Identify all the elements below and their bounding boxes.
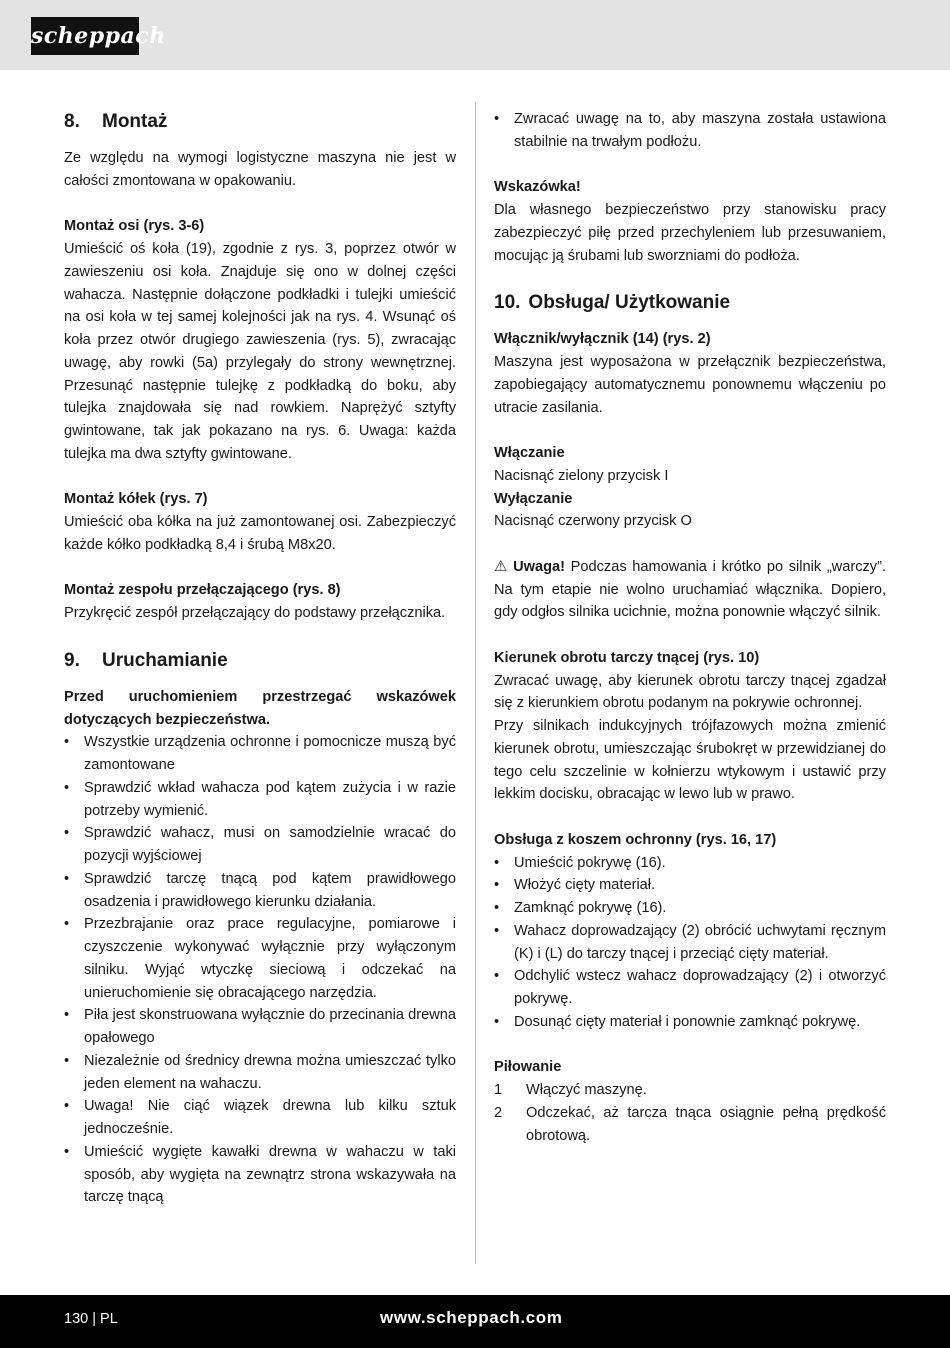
rotation-direction-text-2: Przy silnikach indukcyjnych trójfazowych można zmienić kierunek obrotu, umieszczając śrubokręt w przewidzianej do tego celu szczelinie w kołnierzu wtykowym i ustawić przy lekkim docisku, obracając w lewo lub w prawo. [494,718,886,803]
list-item: 2 Odczekać, aż tarcza tnąca osiągnie pełną prędkość obrotową. [494,1104,886,1144]
right-column [494,108,886,1147]
list-item: • Zwracać uwagę na to, aby maszyna została ustawiona stabilnie na trwałym podłożu. [494,108,886,154]
list-item: • Przezbrajanie oraz prace regulacyjne, pomiarowe i czyszczenie wykonywać wyłącznie przy wyłączonym silniku. Wyjąć wtyczkę sieciową i odczekać na unieruchomienie się obracającego narzędzia. [64,913,456,1004]
list-item: • Umieścić wygięte kawałki drewna w wahaczu w taki sposób, aby wygięta na zewnątrz strona wskazywała na tarczę tnącą [64,1141,456,1209]
list-item: • Niezależnie od średnicy drewna można umieszczać tylko jeden element na wahaczu. [64,1050,456,1096]
section-8-intro: Ze względu na wymogi logistyczne maszyna nie jest w całości zmontowana w opakowaniu. [64,150,456,189]
axle-text: Umieścić oś koła (19), zgodnie z rys. 3, poprzez otwór w zawieszeniu osi koła. Znajduje się ono w dolnej części wahacza. Następnie dołączone podkładki i tulejki umieścić na osi koła w tej samej kolejności jak na rys. 4. Wsunąć oś koła przez otwór drugiego zawieszenia (rys. 5), zwracając uwagę, aby rowki (5a) przylegały do strony wewnętrznej. Przesunąć następnie tulejkę z podkładką do boku, aby tulejka znajdowała się nad rowkiem. Naprężyć sztyfty gwintowane, tak jak pokazano na rys. 6. Uwaga: każda tulejka ma dwa sztyfty gwintowane. [64,241,456,462]
startup-checklist [64,731,456,1209]
section-9-subheading: Przed uruchomieniem przestrzegać wskazówek dotyczących bezpieczeństwa. [64,688,456,728]
warning-text: Podczas hamowania i krótko po silnik „warczy”. Na tym etapie nie wolno uruchamiać włącznika. Dopiero, gdy odgłos silnika ucichnie, można ponownie włączyć silnik. [494,558,886,621]
page-header [0,0,950,70]
left-column [64,108,456,1209]
list-item: • Wszystkie urządzenia ochronne i pomocnicze muszą być zamontowane [64,731,456,777]
sawing-steps [494,1079,886,1147]
switching-off-text: Nacisnąć czerwony przycisk O [494,513,692,530]
list-item: • Włożyć cięty materiał. [494,874,886,897]
list-item: • Sprawdzić wkład wahacza pod kątem zużycia i w razie potrzeby wymienić. [64,777,456,823]
basket-operation-list [494,852,886,1034]
column-divider [475,102,476,1264]
website-link[interactable]: www.scheppach.com [380,1308,563,1327]
on-off-switch-text: Maszyna jest wyposażona w przełącznik bezpieczeństwa, zapobiegający automatycznemu ponownemu włączeniu po utracie zasilania. [494,354,886,416]
warning-paragraph [494,556,886,624]
warning-label: Uwaga! [513,558,566,575]
hint-text: Dla własnego bezpieczeństwo przy stanowisku pracy zabezpieczyć piłę przed przechyleniem lub przesuwaniem, mocując ją śrubami lub sworzniami do podłoża. [494,202,886,264]
list-item: • Zamknąć pokrywę (16). [494,897,886,920]
axle-subheading: Montaż osi (rys. 3-6) [64,218,205,235]
switching-on-text: Nacisnąć zielony przycisk I [494,467,669,484]
switch-assembly-subheading: Montaż zespołu przełączającego (rys. 8) [64,582,341,599]
list-item: • Odchylić wstecz wahacz doprowadzający (2) i otworzyć pokrywę. [494,965,886,1011]
page-footer [0,1295,950,1348]
rotation-direction-text: Zwracać uwagę, aby kierunek obrotu tarczy tnącej zgadzał się z kierunkiem obrotu podanym na pokrywie ochronnej. [494,672,886,712]
sawing-subheading: Piłowanie [494,1059,562,1076]
warning-icon: ⚠ [494,557,508,575]
list-item: • Umieścić pokrywę (16). [494,852,886,875]
list-item: • Dosunąć cięty materiał i ponownie zamknąć pokrywę. [494,1011,886,1034]
hint-subheading: Wskazówka! [494,179,581,196]
section-9-heading: 9. Uruchamianie [64,649,228,671]
list-item: 1 Włączyć maszynę. [494,1082,647,1098]
list-item: • Uwaga! Nie ciąć wiązek drewna lub kilku sztuk jednocześnie. [64,1095,456,1141]
list-item: • Sprawdzić tarczę tnącą pod kątem prawidłowego osadzenia i prawidłowego kierunku działania. [64,868,456,914]
wheels-text: Umieścić oba kółka na już zamontowanej osi. Zabezpieczyć każde kółko podkładką 8,4 i śrubą M8x20. [64,514,456,553]
switch-assembly-text: Przykręcić zespół przełączający do podstawy przełącznika. [64,605,446,621]
section-10-heading: 10. Obsługa/ Użytkowanie [494,292,731,314]
rotation-direction-subheading: Kierunek obrotu tarczy tnącej (rys. 10) [494,649,760,666]
switching-on-subheading: Włączanie [494,445,565,461]
section-8-heading: 8. Montaż [64,111,168,132]
basket-operation-subheading: Obsługa z koszem ochronny (rys. 16, 17) [494,831,777,848]
wheels-subheading: Montaż kółek (rys. 7) [64,491,208,508]
page-number: 130 | PL [64,1311,118,1327]
list-item: • Sprawdzić wahacz, musi on samodzielnie wracać do pozycji wyjściowej [64,822,456,868]
switching-off-subheading: Wyłączanie [494,490,573,507]
stability-list [494,108,886,154]
on-off-switch-subheading: Włącznik/wyłącznik (14) (rys. 2) [494,331,711,348]
list-item: • Wahacz doprowadzający (2) obrócić uchwytami ręcznym (K) i (L) do tarczy tnącej i przeciąć cięty materiał. [494,920,886,966]
list-item: • Piła jest skonstruowana wyłącznie do przecinania drewna opałowego [64,1004,456,1050]
scheppach-logo: scheppach [31,17,139,55]
